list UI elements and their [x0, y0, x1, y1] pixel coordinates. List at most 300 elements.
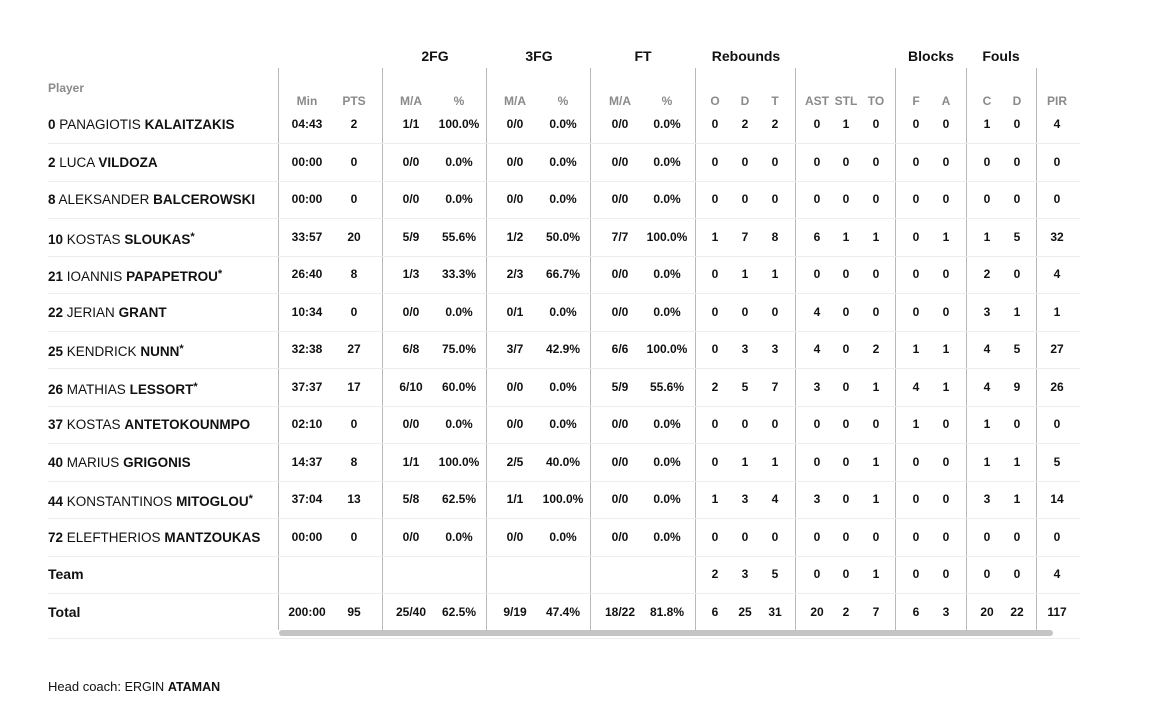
stat-cell: 0.0% [445, 417, 473, 431]
stat-cell: 2 [872, 342, 880, 356]
team-row [48, 556, 1080, 594]
stat-cell: 0 [912, 305, 920, 319]
stat-cell: 0 [350, 192, 358, 206]
stat-cell: 04:43 [291, 117, 323, 131]
stat-cell: 31 [768, 605, 782, 619]
stat-cell: 0 [872, 117, 880, 131]
stat-cell: 5/9 [611, 380, 629, 394]
player-row [48, 294, 1080, 332]
player-first-name: KONSTANTINOS [66, 494, 173, 509]
stat-cell: 0/0 [611, 117, 629, 131]
stat-cell: 0/0 [506, 380, 524, 394]
stat-cell: 0/0 [402, 192, 420, 206]
stat-cell: 0 [1013, 117, 1021, 131]
stat-cell: 100.0% [646, 230, 688, 244]
stat-cell: 1/1 [402, 117, 420, 131]
stat-cell: 0 [1053, 155, 1061, 169]
stat-cell: 0 [842, 192, 850, 206]
stat-cell: 0/0 [611, 192, 629, 206]
stat-cell: 10:34 [291, 305, 323, 319]
player-column-header: Player [48, 81, 85, 95]
stat-cell: 100.0% [438, 455, 480, 469]
stat-cell: 0 [1053, 192, 1061, 206]
stat-cell: 0 [1053, 417, 1061, 431]
stat-cell: 0 [771, 417, 779, 431]
player-first-name: IOANNIS [66, 269, 123, 284]
stat-cell: 1 [711, 230, 719, 244]
stat-cell: 1 [983, 455, 991, 469]
stat-cell: 0 [912, 117, 920, 131]
stat-cell: 0.0% [549, 117, 577, 131]
stat-cell: 1 [872, 230, 880, 244]
stat-cell: 0 [872, 305, 880, 319]
player-last-name: NUNN [140, 344, 180, 359]
stat-cell: 0 [711, 342, 719, 356]
stat-cell: 0 [741, 305, 749, 319]
stat-cell: 3 [942, 605, 950, 619]
stat-cell: 3 [813, 492, 821, 506]
stat-cell: 0 [842, 305, 850, 319]
stat-cell: 0 [711, 267, 719, 281]
stat-cell: 37:04 [291, 492, 323, 506]
stat-cell: 0.0% [653, 192, 681, 206]
stat-cell: 25/40 [395, 605, 427, 619]
stat-cell: 1 [711, 492, 719, 506]
stat-cell: 0 [350, 417, 358, 431]
stat-cell: 13 [347, 492, 361, 506]
stat-cell: 0 [942, 155, 950, 169]
stat-cell: 0 [1013, 155, 1021, 169]
stat-cell: 0 [942, 192, 950, 206]
stat-cell: 0 [813, 192, 821, 206]
stat-cell: 6 [711, 605, 719, 619]
stat-cell: 6 [813, 230, 821, 244]
stat-cell: 1 [912, 417, 920, 431]
stat-cell: 0 [912, 492, 920, 506]
stat-cell: 0/0 [611, 155, 629, 169]
stat-cell: 2 [842, 605, 850, 619]
stat-cell: 8 [350, 455, 358, 469]
head-coach-label: Head coach: [48, 679, 121, 694]
total-row [48, 594, 1080, 631]
stat-cell: 0.0% [549, 305, 577, 319]
stat-cell: 7/7 [611, 230, 629, 244]
player-name[interactable] [48, 369, 198, 408]
stat-cell: 1 [983, 230, 991, 244]
stat-cell: 0/0 [611, 492, 629, 506]
stat-cell: 2/3 [506, 267, 524, 281]
stat-cell: 32 [1050, 230, 1064, 244]
player-first-name: ALEKSANDER [58, 192, 150, 207]
stat-cell: 0 [942, 492, 950, 506]
stat-cell: 33:57 [291, 230, 323, 244]
stat-cell: 0 [872, 267, 880, 281]
stat-cell: 0 [711, 155, 719, 169]
stat-cell: 27 [1050, 342, 1064, 356]
stat-cell: 0/0 [402, 530, 420, 544]
stat-cell: 0 [912, 530, 920, 544]
stat-cell: 1/1 [402, 455, 420, 469]
stat-cell: 0 [711, 305, 719, 319]
stat-cell: 0 [741, 155, 749, 169]
stat-cell: 0 [942, 530, 950, 544]
column-header-t: T [771, 94, 779, 108]
stat-cell: 00:00 [291, 530, 323, 544]
stat-cell: 62.5% [441, 605, 477, 619]
column-header-pts: PTS [342, 94, 366, 108]
player-first-name: KENDRICK [66, 344, 137, 359]
stat-cell: 66.7% [545, 267, 581, 281]
stat-cell: 02:10 [291, 417, 323, 431]
stat-cell: 1 [741, 267, 749, 281]
stat-cell: 0 [711, 192, 719, 206]
stat-cell: 0 [771, 530, 779, 544]
column-header-ma: M/A [504, 94, 526, 108]
player-row [48, 181, 1080, 219]
player-last-name: GRANT [118, 305, 167, 320]
stat-cell: 0 [983, 155, 991, 169]
stat-cell: 4 [1053, 267, 1061, 281]
stat-cell: 2 [711, 380, 719, 394]
stat-cell: 0 [842, 567, 850, 581]
stat-cell: 0 [741, 192, 749, 206]
stat-cell: 62.5% [441, 492, 477, 506]
stat-cell: 1/2 [506, 230, 524, 244]
stat-cell: 3 [983, 492, 991, 506]
stat-cell: 0 [842, 155, 850, 169]
stat-cell: 1 [942, 342, 950, 356]
player-number: 10 [48, 232, 64, 247]
stat-cell: 0 [842, 492, 850, 506]
player-row [48, 444, 1080, 482]
player-name[interactable] [48, 331, 184, 370]
stat-cell: 5 [1013, 230, 1021, 244]
stat-cell: 0 [942, 455, 950, 469]
group-header-2fg: 2FG [421, 48, 449, 64]
stat-cell: 55.6% [649, 380, 685, 394]
player-name[interactable] [48, 144, 158, 181]
stat-cell: 3 [983, 305, 991, 319]
stat-cell: 4 [1053, 567, 1061, 581]
player-name[interactable] [48, 181, 255, 218]
stat-cell: 0 [1013, 267, 1021, 281]
stat-cell: 6 [912, 605, 920, 619]
stat-cell: 25 [738, 605, 752, 619]
player-number: 40 [48, 455, 64, 470]
player-name[interactable] [48, 444, 191, 481]
stat-cell: 0 [872, 192, 880, 206]
stat-cell: 17 [347, 380, 361, 394]
player-row [48, 481, 1080, 519]
column-header-a: A [941, 94, 951, 108]
player-row [48, 219, 1080, 257]
stat-cell: 5 [1053, 455, 1061, 469]
stat-cell: 7 [872, 605, 880, 619]
stat-cell: 3/7 [506, 342, 524, 356]
player-number: 25 [48, 344, 64, 359]
stat-cell: 2 [983, 267, 991, 281]
stat-cell: 0 [813, 117, 821, 131]
head-coach-last-name: ATAMAN [167, 680, 221, 694]
stat-cell: 1 [771, 267, 779, 281]
stat-cell: 0/0 [402, 417, 420, 431]
stat-cell: 0 [813, 417, 821, 431]
stat-cell: 6/8 [402, 342, 420, 356]
stat-cell: 0/0 [611, 455, 629, 469]
player-row [48, 331, 1080, 369]
stat-cell: 2/5 [506, 455, 524, 469]
stat-cell: 0/0 [611, 530, 629, 544]
stat-cell: 0 [912, 267, 920, 281]
stat-cell: 1/1 [506, 492, 524, 506]
column-header-f: F [912, 94, 920, 108]
player-name[interactable] [48, 519, 260, 556]
stat-cell: 0.0% [445, 192, 473, 206]
stat-cell: 0/0 [506, 417, 524, 431]
group-header-3fg: 3FG [525, 48, 553, 64]
stat-cell: 0 [842, 417, 850, 431]
stat-cell: 0 [813, 267, 821, 281]
stat-cell: 0/0 [611, 305, 629, 319]
horizontal-scrollbar[interactable] [279, 630, 1053, 636]
starter-mark: * [179, 343, 184, 355]
stat-cell: 00:00 [291, 155, 323, 169]
stat-cell: 40.0% [545, 455, 581, 469]
player-number: 0 [48, 117, 56, 132]
stat-cell: 0 [813, 155, 821, 169]
stat-cell: 1 [842, 230, 850, 244]
group-header-ft: FT [634, 48, 652, 64]
stat-cell: 0 [983, 567, 991, 581]
stat-cell: 0 [942, 417, 950, 431]
player-name[interactable] [48, 406, 250, 443]
stat-cell: 5/9 [402, 230, 420, 244]
stat-cell: 0.0% [653, 455, 681, 469]
group-header-fouls: Fouls [982, 48, 1020, 64]
player-row [48, 369, 1080, 407]
stat-cell: 1 [1013, 305, 1021, 319]
column-header-: % [453, 94, 465, 108]
stat-cell: 0 [983, 530, 991, 544]
stat-cell: 0 [741, 530, 749, 544]
stat-cell: 0/1 [506, 305, 524, 319]
stat-cell: 1 [1013, 492, 1021, 506]
stat-cell: 0 [912, 567, 920, 581]
player-name[interactable] [48, 256, 222, 295]
player-last-name: ANTETOKOUNMPO [124, 417, 251, 432]
starter-mark: * [190, 231, 195, 243]
stat-cell: 2 [350, 117, 358, 131]
player-row [48, 519, 1080, 557]
stat-cell: 32:38 [291, 342, 323, 356]
stat-cell: 60.0% [441, 380, 477, 394]
player-first-name: JERIAN [66, 305, 115, 320]
stat-cell: 0/0 [611, 417, 629, 431]
stat-cell: 50.0% [545, 230, 581, 244]
stat-cell: 0.0% [549, 530, 577, 544]
player-last-name: GRIGONIS [123, 455, 191, 470]
player-row [48, 256, 1080, 294]
starter-mark: * [217, 268, 223, 280]
stat-cell: 0 [771, 305, 779, 319]
stat-cell: 0.0% [653, 117, 681, 131]
stat-cell: 200:00 [288, 605, 326, 619]
stat-cell: 4 [771, 492, 779, 506]
stat-cell: 0 [842, 342, 850, 356]
stat-cell: 14:37 [291, 455, 323, 469]
column-header-: % [557, 94, 569, 108]
stat-cell: 100.0% [438, 117, 480, 131]
stat-cell: 0 [350, 155, 358, 169]
stat-cell: 8 [350, 267, 358, 281]
stat-cell: 1 [1053, 305, 1061, 319]
player-first-name: ELEFTHERIOS [66, 530, 161, 545]
stat-cell: 6/6 [611, 342, 629, 356]
stat-cell: 3 [741, 342, 749, 356]
group-header-rebounds: Rebounds [711, 48, 781, 64]
stat-cell: 8 [771, 230, 779, 244]
player-first-name: LUCA [59, 155, 95, 170]
stat-cell: 0/0 [506, 155, 524, 169]
column-header-d: D [740, 94, 750, 108]
stat-cell: 0 [711, 117, 719, 131]
player-first-name: MARIUS [66, 455, 120, 470]
stat-cell: 4 [983, 342, 991, 356]
head-coach-line [48, 679, 220, 694]
stat-cell: 3 [741, 492, 749, 506]
player-last-name: KALAITZAKIS [144, 117, 235, 132]
stat-cell: 0 [1053, 530, 1061, 544]
stat-cell: 26 [1050, 380, 1064, 394]
player-number: 44 [48, 494, 64, 509]
stat-cell: 0 [842, 267, 850, 281]
player-number: 8 [48, 192, 56, 207]
stat-cell: 27 [347, 342, 361, 356]
column-header-o: O [710, 94, 720, 108]
column-header-min: Min [296, 94, 318, 108]
stat-cell: 0 [872, 155, 880, 169]
player-first-name: PANAGIOTIS [59, 117, 141, 132]
player-last-name: LESSORT [129, 382, 194, 397]
stat-cell: 0/0 [506, 530, 524, 544]
stat-cell: 0.0% [445, 305, 473, 319]
stat-cell: 1/3 [402, 267, 420, 281]
player-name[interactable] [48, 219, 195, 258]
stat-cell: 6/10 [399, 380, 423, 394]
team-row-label: Team [48, 566, 84, 582]
stat-cell: 7 [741, 230, 749, 244]
total-row-label: Total [48, 604, 81, 620]
stat-cell: 5 [741, 380, 749, 394]
stat-cell: 0 [912, 155, 920, 169]
column-header-c: C [982, 94, 992, 108]
stat-cell: 0 [912, 455, 920, 469]
stat-cell: 0.0% [653, 530, 681, 544]
stat-cell: 0 [711, 455, 719, 469]
player-name[interactable] [48, 294, 167, 331]
stat-cell: 100.0% [542, 492, 584, 506]
stat-cell: 18/22 [604, 605, 636, 619]
player-number: 22 [48, 305, 64, 320]
stat-cell: 0 [350, 305, 358, 319]
stat-cell: 0 [1013, 530, 1021, 544]
player-number: 26 [48, 382, 64, 397]
player-first-name: MATHIAS [66, 382, 126, 397]
player-name[interactable] [48, 481, 253, 520]
stat-cell: 9 [1013, 380, 1021, 394]
stat-cell: 9/19 [503, 605, 527, 619]
stat-cell: 0 [842, 380, 850, 394]
stat-cell: 3 [813, 380, 821, 394]
player-name[interactable] [48, 106, 235, 143]
stat-cell: 0 [942, 567, 950, 581]
stat-cell: 2 [711, 567, 719, 581]
stat-cell: 1 [872, 567, 880, 581]
stat-cell: 0 [842, 455, 850, 469]
stat-cell: 20 [347, 230, 361, 244]
stat-cell: 0 [711, 417, 719, 431]
stat-cell: 0 [942, 267, 950, 281]
stat-cell: 0/0 [402, 155, 420, 169]
column-header-ast: AST [805, 94, 829, 108]
stat-cell: 0 [741, 417, 749, 431]
column-header-ma: M/A [400, 94, 422, 108]
stat-cell: 0 [1013, 192, 1021, 206]
stat-cell: 0 [1013, 417, 1021, 431]
stat-cell: 4 [813, 305, 821, 319]
stat-cell: 5/8 [402, 492, 420, 506]
stat-cell: 0 [711, 530, 719, 544]
player-number: 37 [48, 417, 64, 432]
player-row [48, 406, 1080, 444]
stat-cell: 7 [771, 380, 779, 394]
stat-cell: 0.0% [549, 417, 577, 431]
player-last-name: VILDOZA [98, 155, 158, 170]
stat-cell: 20 [810, 605, 824, 619]
stat-cell: 0.0% [445, 530, 473, 544]
stat-cell: 3 [741, 567, 749, 581]
stat-cell: 37:37 [291, 380, 323, 394]
table-bottom-divider [48, 638, 1080, 639]
stat-cell: 20 [980, 605, 994, 619]
starter-mark: * [248, 493, 253, 505]
stat-cell: 00:00 [291, 192, 323, 206]
stat-cell: 0 [872, 530, 880, 544]
stat-cell: 0 [842, 530, 850, 544]
head-coach-first-name: ERGIN [124, 680, 165, 694]
stat-cell: 0.0% [653, 305, 681, 319]
stat-cell: 0 [942, 305, 950, 319]
stat-cell: 1 [983, 417, 991, 431]
column-header-d: D [1012, 94, 1022, 108]
starter-mark: * [193, 381, 198, 393]
stat-cell: 0.0% [653, 267, 681, 281]
stat-cell: 1 [942, 380, 950, 394]
stat-cell: 75.0% [441, 342, 477, 356]
stat-cell: 3 [771, 342, 779, 356]
stat-cell: 1 [942, 230, 950, 244]
stat-cell: 4 [983, 380, 991, 394]
stat-cell: 47.4% [545, 605, 581, 619]
stat-cell: 22 [1010, 605, 1024, 619]
stat-cell: 0 [872, 417, 880, 431]
stat-cell: 0.0% [549, 155, 577, 169]
stat-cell: 42.9% [545, 342, 581, 356]
player-number: 21 [48, 269, 64, 284]
stat-cell: 0 [813, 530, 821, 544]
stat-cell: 5 [771, 567, 779, 581]
column-header-: % [661, 94, 673, 108]
